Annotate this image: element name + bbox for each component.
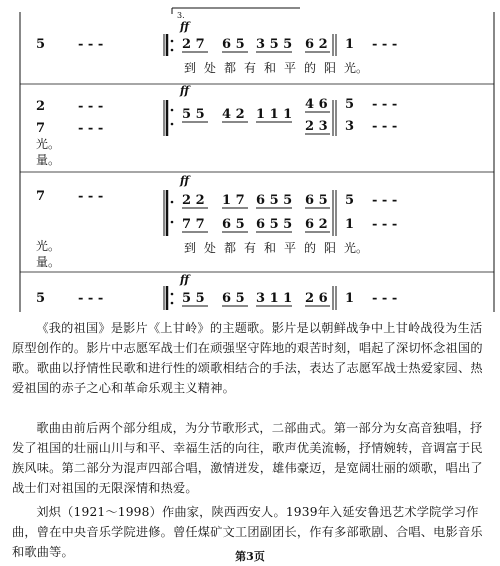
lyric: 平 (284, 241, 297, 255)
lyric: 平 (284, 61, 297, 75)
lyric: 光。 (36, 239, 61, 253)
svg-text:- - -: - - - (372, 217, 398, 232)
rest-note: 2 (36, 99, 46, 114)
paragraph-structure: 歌曲由前后两个部分组成，为分节歌形式，二部曲式。第一部分为女高音独唱，抒发了祖国的壮丽山川与和平、幸福生活的向往，歌声优美流畅，抒情婉转，音调富于民族风味。第二部分为混声四部合唱，激情迸发，雄伟豪迈，是宽阔壮丽的颂歌，唱出了战士们对祖国的无限深情和热爱。 (12, 421, 483, 495)
note-group: 5 5 (182, 107, 205, 122)
note-end: 3 (345, 119, 355, 134)
lyric: 阳 (324, 61, 337, 75)
dynamic-mark: ff (180, 174, 190, 187)
note-group: 1 1 1 (256, 107, 293, 122)
note-group: 2 7 (182, 37, 205, 52)
note-group: 6 2 (305, 217, 328, 232)
system-4 (36, 273, 397, 310)
note-group: 4 6 (305, 97, 328, 112)
svg-text:- - -: - - - (372, 193, 398, 208)
lyric: 处 (204, 61, 217, 75)
note-group: 6 5 5 (256, 217, 293, 232)
lyric: 到 (184, 61, 197, 75)
note-group: 2 6 (305, 291, 328, 306)
rest-dashes: - - - (78, 99, 104, 114)
rest-dashes: - - - (78, 121, 104, 136)
note-end: 5 (345, 97, 355, 112)
note-group: 6 5 (222, 291, 245, 306)
note-group: 1 7 (222, 193, 245, 208)
lyric: 和 (264, 241, 277, 255)
note-end: 1 (345, 291, 355, 306)
note-group: 6 5 (222, 37, 245, 52)
note-group: 4 2 (222, 107, 245, 122)
lyric: 光。 (36, 137, 61, 151)
rest-note: 5 (36, 291, 46, 306)
lyric: 光。 (344, 61, 369, 75)
system-1 (36, 20, 397, 75)
note-group: 2 2 (182, 193, 205, 208)
lyric: 处 (204, 241, 217, 255)
system-2 (36, 84, 397, 167)
lyric: 光。 (344, 241, 369, 255)
lyric: 量。 (36, 255, 61, 269)
rest-note: 7 (36, 121, 46, 136)
note-group: 7 7 (182, 217, 205, 232)
rest-dashes: - - - (78, 37, 104, 52)
lyric: 阳 (324, 241, 337, 255)
note-group: 6 5 5 (256, 193, 293, 208)
rest-note: 7 (36, 189, 46, 204)
lyric: 和 (264, 61, 277, 75)
page-number: 第3页 (235, 550, 265, 563)
note-end: 1 (345, 217, 355, 232)
svg-text:- - -: - - - (372, 291, 398, 306)
rest-dashes: - - - (78, 291, 104, 306)
note-group: 6 2 (305, 37, 328, 52)
dynamic-mark: ff (180, 20, 190, 33)
rest-dashes: - - - (78, 189, 104, 204)
lyric: 都 (224, 61, 237, 75)
dynamic-mark: ff (180, 84, 190, 97)
note-group: 3 5 5 (256, 37, 293, 52)
lyric: 的 (304, 241, 317, 255)
note-group: 6 5 (305, 193, 328, 208)
volta-label: 3. (177, 11, 185, 20)
note-group: 3 1 1 (256, 291, 293, 306)
note-group: 2 3 (305, 119, 328, 134)
lyric: 量。 (36, 153, 61, 167)
note-end: 1 (345, 37, 355, 52)
paragraph-composer: 刘炽（1921～1998）作曲家，陕西西安人。1939年入延安鲁迅艺术学院学习作曲，曾在中央音乐学院进修。曾任煤矿文工团副团长，作有多部歌剧、合唱、电影音乐和歌曲等。 (12, 505, 483, 559)
lyric: 有 (244, 61, 257, 75)
rest-note: 5 (36, 37, 46, 52)
lyric: 到 (184, 241, 197, 255)
lyric: 都 (224, 241, 237, 255)
lyric: 有 (244, 241, 257, 255)
svg-text:- - -: - - - (372, 37, 398, 52)
svg-text:- - -: - - - (372, 97, 398, 112)
paragraph-intro: 《我的祖国》是影片《上甘岭》的主题歌。影片是以朝鲜战争中上甘岭战役为生活原型创作的。影片中志愿军战士们在顽强坚守阵地的艰苦时刻，唱起了深切怀念祖国的歌。歌曲以抒情性民歌和进行性的颂歌相结合的手法，表达了志愿军战士热爱家园、热爱祖国的赤子之心和革命乐观主义精神。 (12, 321, 483, 395)
lyric: 的 (304, 61, 317, 75)
svg-text:- - -: - - - (372, 119, 398, 134)
note-group: 6 5 (222, 217, 245, 232)
dynamic-mark: ff (180, 273, 190, 286)
note-group: 5 5 (182, 291, 205, 306)
system-3 (36, 174, 397, 269)
note-end: 5 (345, 193, 355, 208)
